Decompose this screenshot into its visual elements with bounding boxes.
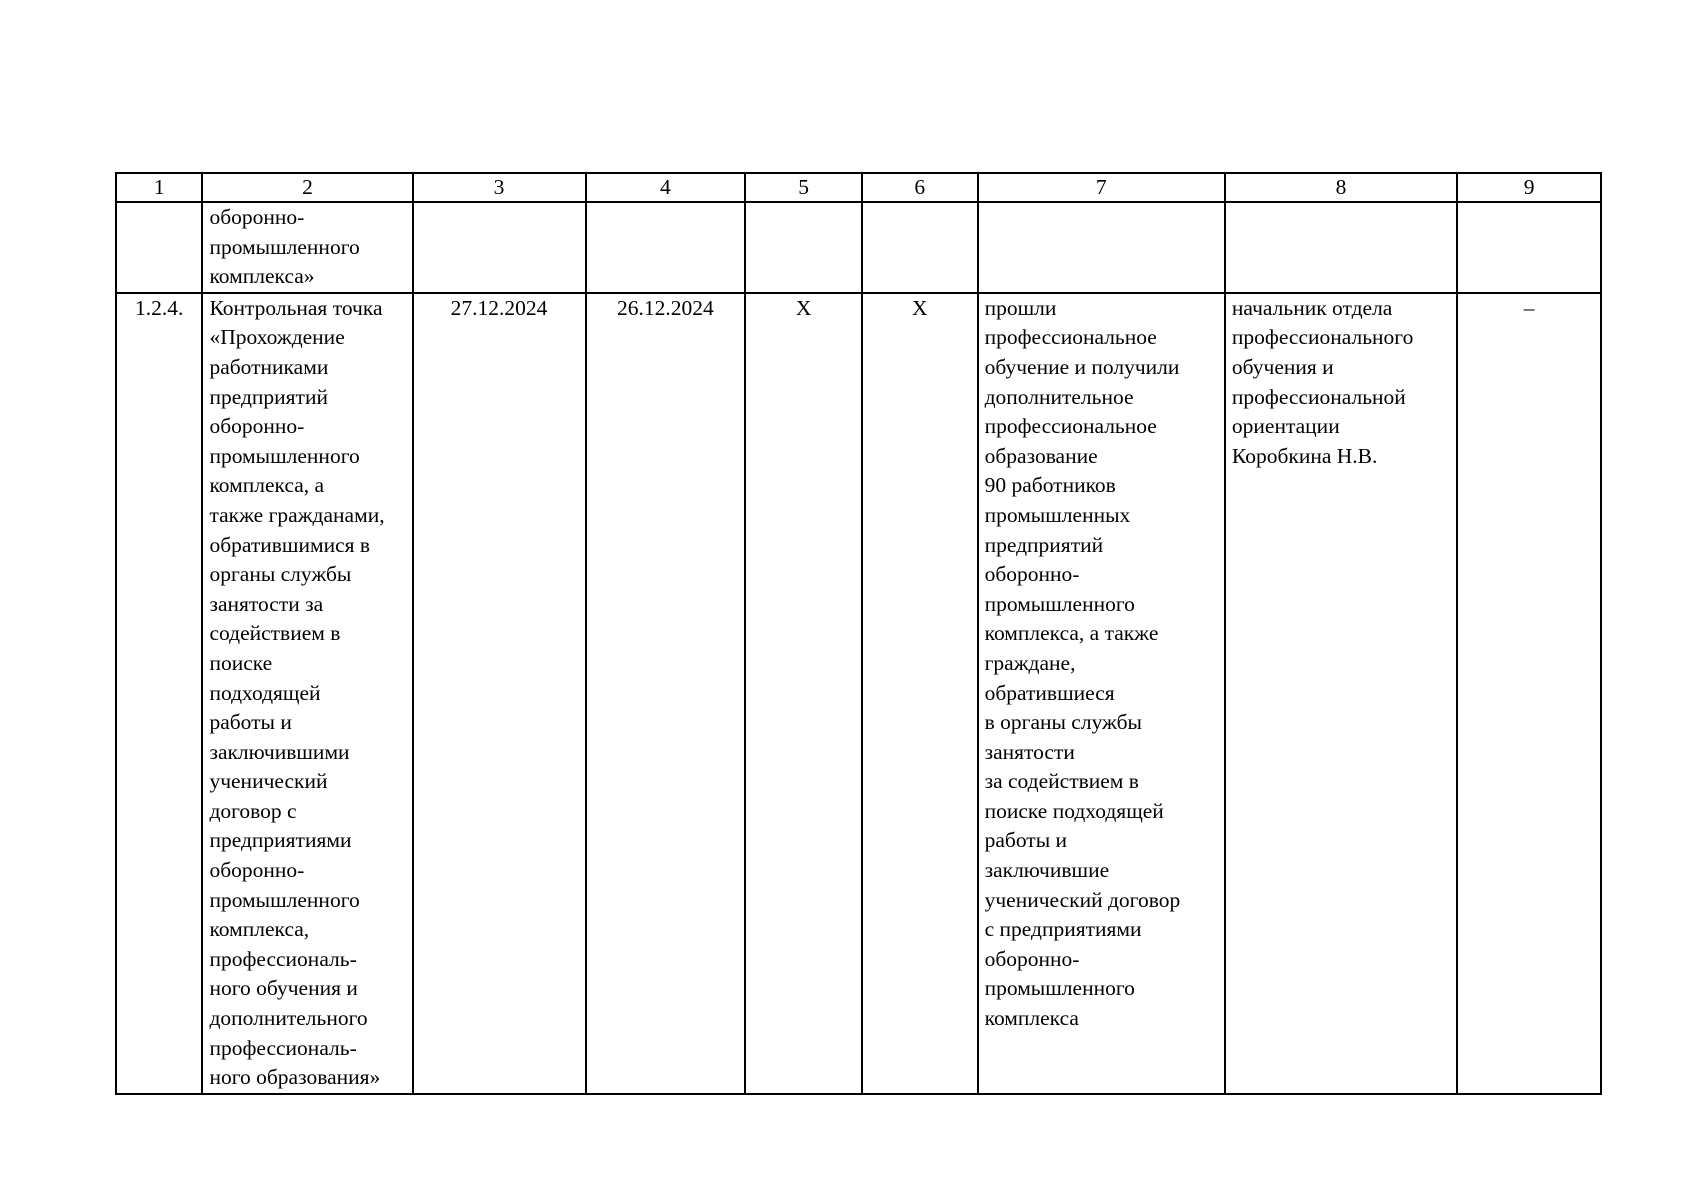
text-line: обратившимися в: [209, 532, 371, 557]
text-line: оборонно-: [984, 946, 1080, 971]
text-line: профессиональное: [984, 325, 1157, 350]
text-line: с предприятиями: [984, 917, 1142, 942]
column-number-5: 5: [745, 173, 862, 202]
continuation-cell-4: [586, 202, 746, 293]
text-line: за содействием в: [984, 769, 1139, 794]
row-number: 1.2.4.: [116, 293, 202, 1094]
continuation-cell-1: [116, 202, 202, 293]
text-line: комплекса»: [209, 264, 315, 289]
column-number-4: 4: [586, 173, 746, 202]
text-line: предприятий: [984, 532, 1104, 557]
text-line: комплекса,: [209, 917, 310, 942]
text-line: обучение и получили: [984, 354, 1180, 379]
column-9-value: –: [1457, 293, 1601, 1094]
continuation-cell-9: [1457, 202, 1601, 293]
control-point-title: [202, 293, 412, 1094]
text-line: комплекса, а: [209, 473, 325, 498]
continuation-cell-title: [202, 202, 412, 293]
text-line: заключившие: [984, 858, 1110, 883]
column-number-2: 2: [202, 173, 412, 202]
text-line: заключившими: [209, 739, 350, 764]
text-line: оборонно-: [209, 205, 305, 229]
text-line: оборонно-: [209, 414, 305, 439]
column-number-3: 3: [413, 173, 586, 202]
text-line: поиске подходящей: [984, 798, 1164, 823]
continuation-cell-8: [1225, 202, 1457, 293]
text-line: образование: [984, 443, 1098, 468]
text-line: оборонно-: [984, 562, 1080, 587]
continuation-cell-6: [862, 202, 978, 293]
column-number-8: 8: [1225, 173, 1457, 202]
text-line: 90 работников: [984, 473, 1116, 498]
continuation-cell-5: [745, 202, 862, 293]
text-line: занятости: [984, 739, 1075, 764]
continuation-row: [116, 202, 1601, 293]
column-6-mark: X: [862, 293, 978, 1094]
text-line: Контрольная точка: [209, 295, 383, 320]
text-line: промышленных: [984, 502, 1131, 527]
text-line: граждане,: [984, 650, 1076, 675]
text-line: промышленного: [984, 976, 1135, 1001]
text-line: договор с: [209, 798, 297, 823]
text-line: ориентации: [1231, 414, 1340, 439]
text-line: ного обучения и: [209, 976, 358, 1001]
text-line: содействием в: [209, 621, 341, 646]
text-line: дополнительное: [984, 384, 1134, 409]
responsible-person: [1225, 293, 1457, 1094]
text-line: начальник отдела: [1231, 295, 1393, 320]
continuation-cell-3: [413, 202, 586, 293]
text-line: комплекса: [984, 1006, 1079, 1031]
table-header-row: [116, 173, 1601, 202]
document-table: [115, 172, 1602, 1095]
text-line: промышленного: [209, 887, 360, 912]
actual-date: 26.12.2024: [586, 293, 746, 1094]
text-line: дополнительного: [209, 1006, 368, 1031]
text-line: ученический: [209, 769, 328, 794]
text-line: профессиональ-: [209, 1035, 357, 1060]
text-line: предприятиями: [209, 828, 352, 853]
table-row: [116, 293, 1601, 1094]
text-line: профессиональной: [1231, 384, 1406, 409]
text-line: «Прохождение: [209, 325, 345, 350]
text-line: промышленного: [209, 234, 360, 259]
column-number-6: 6: [862, 173, 978, 202]
text-line: работы и: [984, 828, 1068, 853]
text-line: поиске: [209, 650, 273, 675]
text-line: ученический договор: [984, 887, 1181, 912]
text-line: обратившиеся: [984, 680, 1115, 705]
text-line: также гражданами,: [209, 502, 385, 527]
text-line: обучения и: [1231, 354, 1334, 379]
text-line: в органы службы: [984, 710, 1143, 735]
text-line: предприятий: [209, 384, 328, 409]
text-line: ного образования»: [209, 1065, 381, 1090]
text-line: профессиональное: [984, 414, 1157, 439]
text-line: органы службы: [209, 562, 352, 587]
text-line: комплекса, а также: [984, 621, 1159, 646]
column-number-1: 1: [116, 173, 202, 202]
text-line: промышленного: [209, 443, 360, 468]
column-5-mark: X: [745, 293, 862, 1094]
text-line: оборонно-: [209, 858, 305, 883]
column-number-9: 9: [1457, 173, 1601, 202]
text-line: профессиональ-: [209, 946, 357, 971]
continuation-cell-7: [978, 202, 1225, 293]
text-line: работниками: [209, 354, 329, 379]
text-line: занятости за: [209, 591, 324, 616]
text-line: профессионального: [1231, 325, 1414, 350]
text-line: промышленного: [984, 591, 1135, 616]
text-line: работы и: [209, 710, 292, 735]
column-number-7: 7: [978, 173, 1225, 202]
planned-date: 27.12.2024: [413, 293, 586, 1094]
text-line: прошли: [984, 295, 1057, 320]
text-line: Коробкина Н.В.: [1231, 443, 1378, 468]
result-description: [978, 293, 1225, 1094]
text-line: подходящей: [209, 680, 321, 705]
